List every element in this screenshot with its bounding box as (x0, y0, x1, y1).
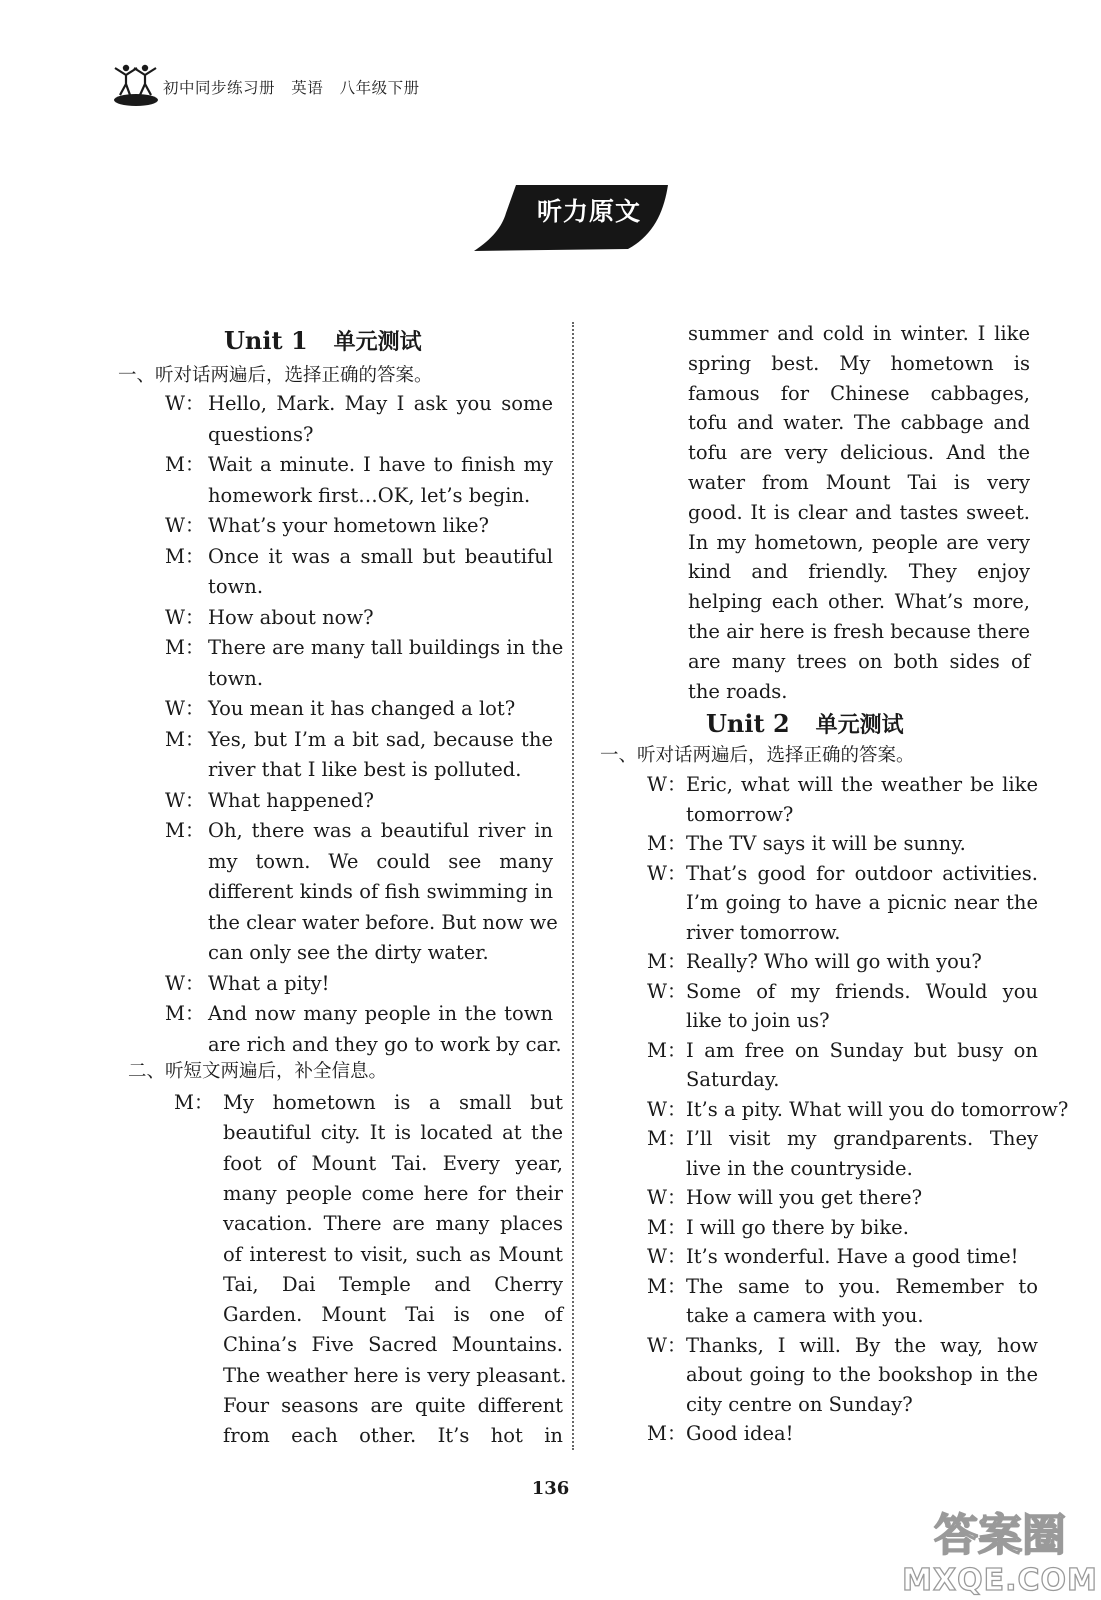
dialogue-line: city centre on Sunday? (686, 1392, 913, 1416)
speaker-label: W： (647, 1097, 687, 1121)
dialogue-line: live in the countryside. (686, 1156, 913, 1180)
passage-line: famous for Chinese cabbages, (688, 381, 1030, 405)
dialogue-line: can only see the dirty water. (208, 941, 489, 964)
dialogue-line: Thanks, I will. By the way, how (686, 1333, 1038, 1357)
dialogue-line: homework first…OK, let’s begin. (208, 483, 531, 507)
watermark-line1: 答案圈 (934, 1510, 1066, 1561)
dialogue-line: like to join us? (686, 1009, 830, 1032)
watermark-line2: MXQE.COM (902, 1563, 1098, 1598)
dialogue-line: take a camera with you. (686, 1304, 924, 1327)
dialogue-line: How will you get there? (686, 1186, 923, 1209)
passage-line: In my hometown, people are very (688, 530, 1030, 554)
passage-line: The weather here is very pleasant. (223, 1363, 567, 1387)
passage-line: vacation. There are many places (223, 1212, 563, 1236)
watermark-logo (900, 1498, 1100, 1598)
unit1-heading-cn: 单元测试 (333, 330, 422, 355)
passage-line: summer and cold in winter. I like (688, 322, 1030, 345)
passage-line: helping each other. What’s more, (688, 590, 1030, 614)
speaker-label: M： (647, 1422, 687, 1445)
unit2-heading-cn: 单元测试 (815, 713, 904, 738)
dialogue-line: It’s a pity. What will you do tomorrow? (686, 1097, 1069, 1121)
passage-line: spring best. My hometown is (688, 351, 1030, 375)
dialogue-line: Yes, but I’m a bit sad, because the (208, 727, 553, 751)
dialogue-line: Once it was a small but beautiful (208, 544, 553, 568)
dialogue-line: Oh, there was a beautiful river in (208, 819, 553, 842)
passage-line: the air here is fresh because there (688, 620, 1030, 643)
dialogue-line: are rich and they go to work by car. (208, 1032, 562, 1056)
unit2-heading-en: Unit 2 (706, 709, 790, 738)
passage-line: foot of Mount Tai. Every year, (223, 1151, 563, 1175)
speaker-label: W： (647, 861, 687, 885)
dialogue-line: And now many people in the town (208, 1002, 553, 1025)
speaker-label: M： (647, 950, 687, 973)
dialogue-line: Wait a minute. I have to finish my (208, 453, 553, 476)
unit1-heading-en: Unit 1 (224, 326, 308, 355)
speaker-label: M： (165, 636, 205, 659)
dialogue-line: That’s good for outdoor activities. (686, 861, 1038, 885)
dialogue-line: Saturday. (686, 1068, 780, 1091)
dialogue-line: town. (208, 666, 264, 690)
column-divider (572, 322, 574, 1450)
passage-line: from each other. It’s hot in (223, 1424, 563, 1448)
dialogue-line: the clear water before. But now we (208, 910, 558, 934)
passage-line: Garden. Mount Tai is one of (223, 1303, 563, 1327)
dialogue-line: Really? Who will go with you? (686, 950, 982, 973)
dialogue-line: I will go there by bike. (686, 1215, 909, 1239)
unit2-part1-title: 一、听对话两遍后，选择正确的答案。 (600, 745, 915, 766)
speaker-label: W： (165, 971, 205, 995)
passage-line: My hometown is a small but (223, 1091, 563, 1114)
speaker-label: W： (165, 788, 205, 812)
dialogue-line: town. (208, 575, 264, 598)
passage-line: Four seasons are quite different (223, 1394, 563, 1417)
dialogue-line: river that I like best is polluted. (208, 758, 522, 781)
page-header (112, 62, 532, 112)
dialogue-line: What happened? (208, 788, 374, 812)
dialogue-line: Good idea! (686, 1422, 794, 1445)
unit1-heading (224, 324, 422, 358)
passage-line: many people come here for their (223, 1181, 563, 1205)
passage-line: good. It is clear and tastes sweet. (688, 500, 1030, 524)
dialogue-line: questions? (208, 422, 314, 446)
speaker-label: M： (647, 1215, 687, 1239)
dialogue-line: You mean it has changed a lot? (208, 697, 516, 720)
book-title: 初中同步练习册 英语 八年级下册 (163, 79, 420, 97)
speaker-label: M： (165, 819, 205, 842)
unit1-part2-title: 二、听短文两遍后，补全信息。 (128, 1061, 388, 1082)
speaker-label: M： (165, 1002, 205, 1025)
speaker-label: W： (647, 1333, 687, 1357)
speaker-label: M： (165, 544, 205, 568)
dialogue-line: different kinds of fish swimming in (208, 880, 553, 903)
passage-line: of interest to visit, such as Mount (223, 1242, 563, 1266)
speaker-label: W： (647, 773, 687, 796)
speaker-label: W： (647, 1245, 687, 1268)
dancers-logo-icon (112, 62, 160, 108)
speaker-label: W： (647, 979, 687, 1003)
dialogue-line: There are many tall buildings in the (208, 636, 564, 659)
speaker-label: M： (647, 1038, 687, 1062)
speaker-label: W： (647, 1186, 687, 1209)
dialogue-line: about going to the bookshop in the (686, 1363, 1038, 1386)
dialogue-line: river tomorrow. (686, 920, 841, 944)
dialogue-line: tomorrow? (686, 802, 794, 826)
dialogue-line: Eric, what will the weather be like (686, 773, 1038, 796)
speaker-label: M： (647, 1274, 687, 1298)
page-number: 136 (531, 1478, 570, 1499)
banner-title: 听力原文 (536, 197, 641, 226)
passage-line: kind and friendly. They enjoy (688, 560, 1030, 584)
dialogue-line: I’ll visit my grandparents. They (686, 1127, 1038, 1150)
dialogue-line: How about now? (208, 605, 374, 629)
speaker-label: M： (647, 1127, 687, 1150)
passage-line: beautiful city. It is located at the (223, 1121, 563, 1145)
speaker-label: M： (165, 727, 205, 751)
dialogue-line: my town. We could see many (208, 849, 553, 873)
unit1-part1-title: 一、听对话两遍后，选择正确的答案。 (118, 365, 433, 386)
passage-line: are many trees on both sides of (688, 649, 1030, 673)
dialogue-line: Some of my friends. Would you (686, 979, 1038, 1003)
dialogue-line: What’s your hometown like? (208, 514, 489, 537)
speaker-label: W： (165, 697, 205, 720)
speaker-label: M： (647, 832, 687, 855)
dialogue-line: I am free on Sunday but busy on (686, 1038, 1038, 1062)
speaker-label: W： (165, 392, 205, 415)
speaker-label: W： (165, 605, 205, 629)
passage-line: Tai, Dai Temple and Cherry (223, 1272, 563, 1296)
unit1-part2-speaker: M： (174, 1091, 214, 1114)
dialogue-line: What a pity! (208, 971, 330, 995)
unit2-heading (706, 707, 904, 741)
passage-line: tofu are very delicious. And the (688, 441, 1030, 465)
passage-line: China’s Five Sacred Mountains. (223, 1333, 563, 1357)
dialogue-line: The same to you. Remember to (686, 1274, 1038, 1298)
dialogue-line: It’s wonderful. Have a good time! (686, 1245, 1019, 1268)
passage-line: tofu and water. The cabbage and (688, 411, 1030, 435)
dialogue-line: The TV says it will be sunny. (686, 832, 966, 855)
speaker-label: M： (165, 453, 205, 476)
speaker-label: W： (165, 514, 205, 537)
passage-line: the roads. (688, 679, 788, 703)
dialogue-line: Hello, Mark. May I ask you some (208, 392, 553, 415)
passage-line: water from Mount Tai is very (688, 471, 1030, 494)
dialogue-line: I’m going to have a picnic near the (686, 891, 1038, 914)
